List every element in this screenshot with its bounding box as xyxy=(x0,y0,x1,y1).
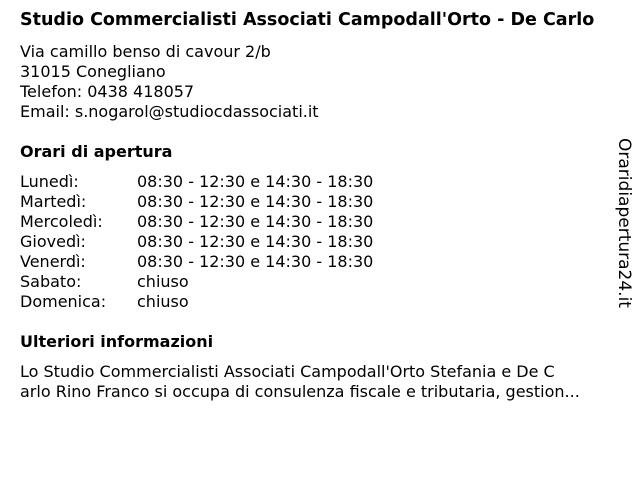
day-hours: chiuso xyxy=(137,292,189,311)
day-label: Lunedì: xyxy=(20,172,79,191)
phone: Telefon: 0438 418057 xyxy=(20,82,195,101)
hours-row-wednesday xyxy=(20,212,620,232)
hours-heading: Orari di apertura xyxy=(20,142,173,161)
hours-row-thursday xyxy=(20,232,620,252)
address-block xyxy=(20,42,620,122)
day-hours: 08:30 - 12:30 e 14:30 - 18:30 xyxy=(137,212,374,231)
hours-table xyxy=(20,172,620,312)
day-hours: 08:30 - 12:30 e 14:30 - 18:30 xyxy=(137,232,374,251)
info-line: Lo Studio Commercialisti Associati Campodall'Orto Stefania e De C xyxy=(20,362,555,381)
street-address: Via camillo benso di cavour 2/b xyxy=(20,42,271,61)
day-label: Venerdì: xyxy=(20,252,86,271)
info-line: arlo Rino Franco si occupa di consulenza fiscale e tributaria, gestion... xyxy=(20,382,580,401)
business-card xyxy=(20,10,620,402)
hours-row-saturday xyxy=(20,272,620,292)
brand-watermark xyxy=(613,134,635,312)
info-description xyxy=(20,362,630,402)
day-label: Martedì: xyxy=(20,192,87,211)
day-label: Mercoledì: xyxy=(20,212,103,231)
day-hours: 08:30 - 12:30 e 14:30 - 18:30 xyxy=(137,192,374,211)
hours-row-friday xyxy=(20,252,620,272)
email: Email: s.nogarol@studiocdassociati.it xyxy=(20,102,319,121)
day-hours: chiuso xyxy=(137,272,189,291)
city: 31015 Conegliano xyxy=(20,62,166,81)
info-heading: Ulteriori informazioni xyxy=(20,332,214,351)
business-name: Studio Commercialisti Associati Campodall'Orto - De Carlo xyxy=(20,10,595,30)
hours-row-tuesday xyxy=(20,192,620,212)
hours-row-sunday xyxy=(20,292,620,312)
day-hours: 08:30 - 12:30 e 14:30 - 18:30 xyxy=(137,252,374,271)
day-label: Domenica: xyxy=(20,292,107,311)
day-label: Giovedì: xyxy=(20,232,86,251)
hours-row-monday xyxy=(20,172,620,192)
brand-watermark-text: Oraridiapertura24.it xyxy=(614,138,635,308)
day-hours: 08:30 - 12:30 e 14:30 - 18:30 xyxy=(137,172,374,191)
day-label: Sabato: xyxy=(20,272,82,291)
